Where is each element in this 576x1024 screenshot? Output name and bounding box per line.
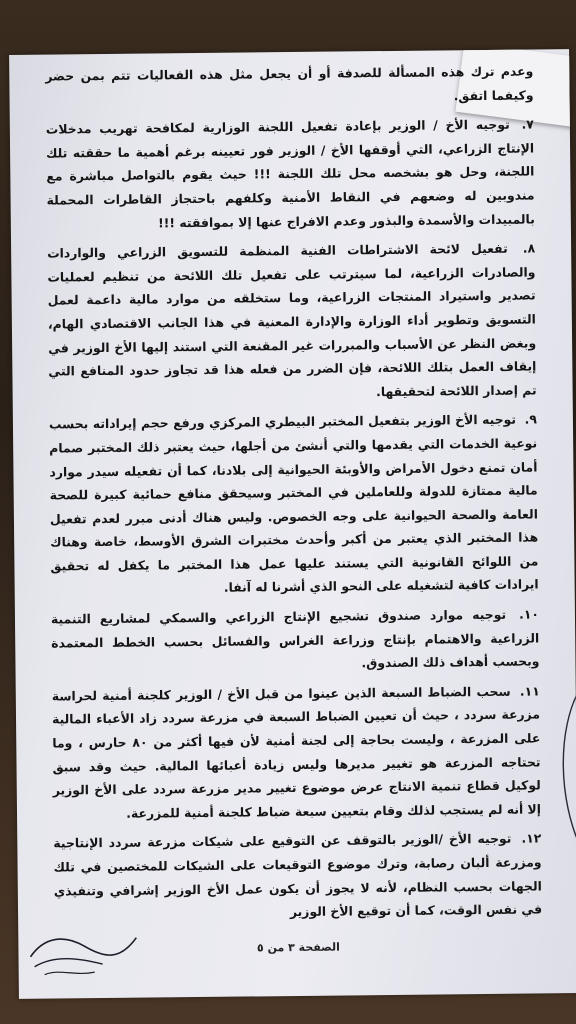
- paragraph-9: [49, 408, 539, 602]
- document-page: [9, 49, 576, 999]
- paragraph-number: ٧.: [521, 116, 534, 132]
- paragraph-12: [53, 827, 542, 926]
- paragraph-7: [46, 113, 535, 236]
- paragraph-number: ١١.: [519, 683, 540, 699]
- paragraph-text: تفعيل لائحة الاشتراطات الفنية المنظمة للتسويق الزراعي والواردات والصادرات الزراعية، لما سيترتب على تفعيل تلك اللائحة من تنظيم لعمليات تصدير واستيراد المنتجات الزراعية، وما ستخلقه من موارد مالية داعمة لعمل التسويق وتطوير أداء الوزارة والإدارة المعنية في هذا الجانب الاقتصادي الهام، وبغض النظر عن الأسباب والمبررات غير المقنعة التي استند إليها الأخ الوزير في إيقاف العمل بتلك اللائحة، فإن الضرر من فعله هذا قد تجاوز حدود المنافع التي تم إصدار اللائحة لتحقيقها.: [47, 240, 537, 399]
- document-body: [45, 59, 542, 932]
- page-number-footer: الصفحة ٣ من ٥: [256, 940, 340, 955]
- paragraph-11: [52, 679, 541, 826]
- margin-pen-mark: [552, 689, 576, 849]
- paragraph-0: [45, 59, 533, 111]
- paragraph-text: توجيه الأخ / الوزير بإعادة تفعيل اللجنة الوزارية لمكافحة تهريب مدخلات الإنتاج الزراعي، التي أوقفها الأخ / الوزير فور تعيينه برغم أهمية ما حققته تلك اللجنة، وحل هو بشخصه محل تلك اللجنة !!! حيث يقوم بالتواصل مباشرة مع مندوبين له وضعهم في النقاط الأمنية وكلفهم باحتجاز القاطرات المحملة بالمبيدات والأسمدة والبذور وعدم الافراج عنها إلا بموافقته !!!: [45, 116, 535, 230]
- paragraph-text: سحب الضباط السبعة الذين عينوا من قبل الأخ / الوزير كلجنة أمنية لحراسة مزرعة سردد ، حيث أن تعيين الضباط السبعة في مزرعة سردد زاد الأعباء المالية على المزرعة ، وليست بحاجة إلى لجنة أمنية لأن فيها أكثر من ٨٠ حارس ، وما تحتاجه المزرعة هو تغيير مديرها وليس زيادة أعبائها المالية. حيث وقد سبق لوكيل قطاع تنمية الانتاج عرض موضوع تغيير مدير مزرعة سردد على الأخ الوزير إلا أنه لم يستجب لذلك وقام بتعيين سبعة ضباط كلجنة أمنية للمزرعة.: [51, 683, 542, 821]
- paragraph-text: توجيه موارد صندوق تشجيع الإنتاج الزراعي والسمكي لمشاريع التنمية الزراعية والاهتمام بإنتاج وزراعة الغراس والفسائل بحسب الخطط المعتمدة وبحسب أهداف ذلك الصندوق.: [50, 606, 540, 671]
- paragraph-number: ١٠.: [519, 606, 540, 622]
- paragraph-text: توجيه الأخ الوزير بتفعيل المختبر البيطري المركزي ورفع حجم إيراداته بحسب نوعية الخدمات التي يقدمها والتي أنشئ من أجلها، حيث يعتبر ذلك المختبر صمام أمان تمنع دخول الأمراض والأوبئة الحيوانية إلى بلادنا، كما أن تفعيله سيدر موارد مالية ممتازة للدولة وللعاملين في المختبر وسيحقق منافع حمائية كبيرة للصحة العامة والصحة الحيوانية على وجه الخصوص. وليس هناك أدنى مبرر لعدم تفعيل هذا المختبر الذي يعتبر من أكبر وأحدث مختبرات الشرق الأوسط، خاصة وهناك من اللوائح القانونية التي يستند عليها عمل هذا المختبر ما يكفل له تحقيق ايرادات كافية لتشغيله على النحو الذي أشرنا له آنفا.: [48, 411, 539, 596]
- paragraph-number: ٨.: [522, 240, 536, 256]
- paragraph-text: وعدم ترك هذه المسألة للصدفة أو أن يجعل مثل هذه الفعاليات تتم بمن حضر وكيفما اتفق.: [45, 63, 534, 103]
- paragraph-number: ١٢.: [521, 830, 542, 847]
- paragraph-text: توجيه الأخ /الوزير بالتوقف عن التوقيع على شيكات مزرعة سردد الإنتاجية ومزرعة ألبان رصابة، وترك موضوع التوقيعات على الشيكات للمختصين في تلك الجهات بحسب النظام، لأنه لا يجوز أن يكون عمل الأخ الوزير إشرافي وتنفيذي في نفس الوقت، كما أن توقيع الأخ الوزير: [53, 831, 543, 920]
- paragraph-number: ٩.: [524, 411, 537, 427]
- paragraph-10: [51, 603, 540, 679]
- handwritten-signature: [24, 916, 145, 987]
- paragraph-8: [47, 237, 537, 407]
